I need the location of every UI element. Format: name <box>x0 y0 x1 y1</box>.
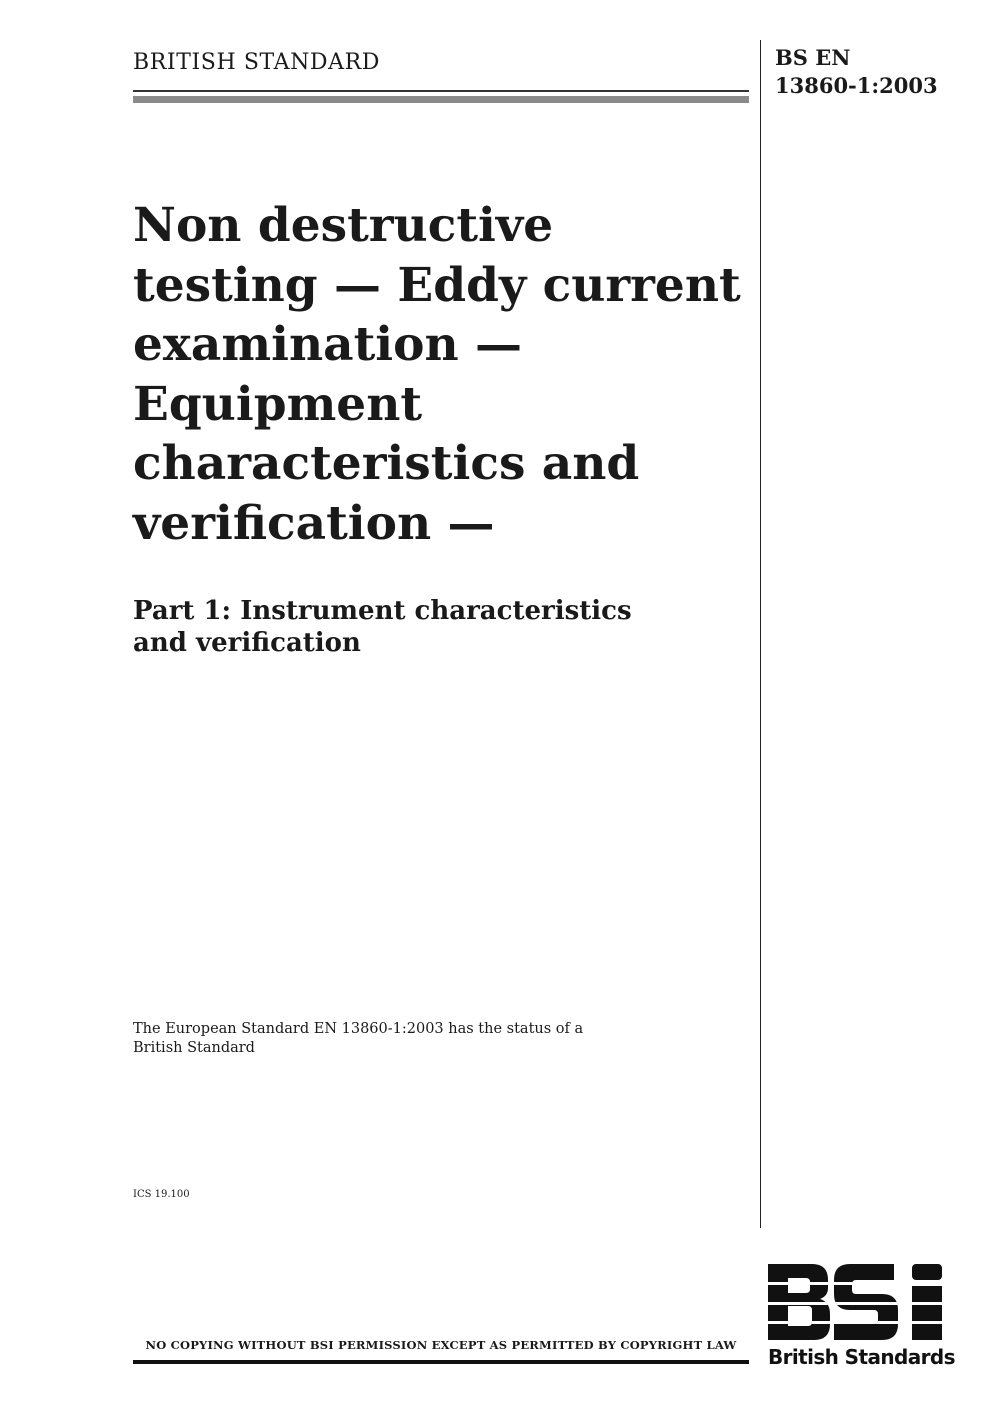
vertical-divider <box>760 40 761 1228</box>
status-note: The European Standard EN 13860-1:2003 has the status of a British Standard <box>133 1021 584 1056</box>
bsi-caption: British Standards <box>768 1345 955 1369</box>
header-label: BRITISH STANDARD <box>133 50 381 75</box>
copyright-notice: NO COPYING WITHOUT BSI PERMISSION EXCEPT AS PERMITTED BY COPYRIGHT LAW <box>145 1338 737 1352</box>
ics-code: ICS 19.100 <box>133 1189 190 1200</box>
document-title: Non destructive testing — Eddy current examination — Equipment characteristics and verification — <box>133 198 741 551</box>
document-part-title: Part 1: Instrument characteristics and verification <box>133 596 632 658</box>
header-rule-thick <box>133 96 749 103</box>
header-rule <box>133 90 749 92</box>
standard-number: BS EN 13860-1:2003 <box>775 45 938 98</box>
footer-rule <box>133 1360 749 1364</box>
